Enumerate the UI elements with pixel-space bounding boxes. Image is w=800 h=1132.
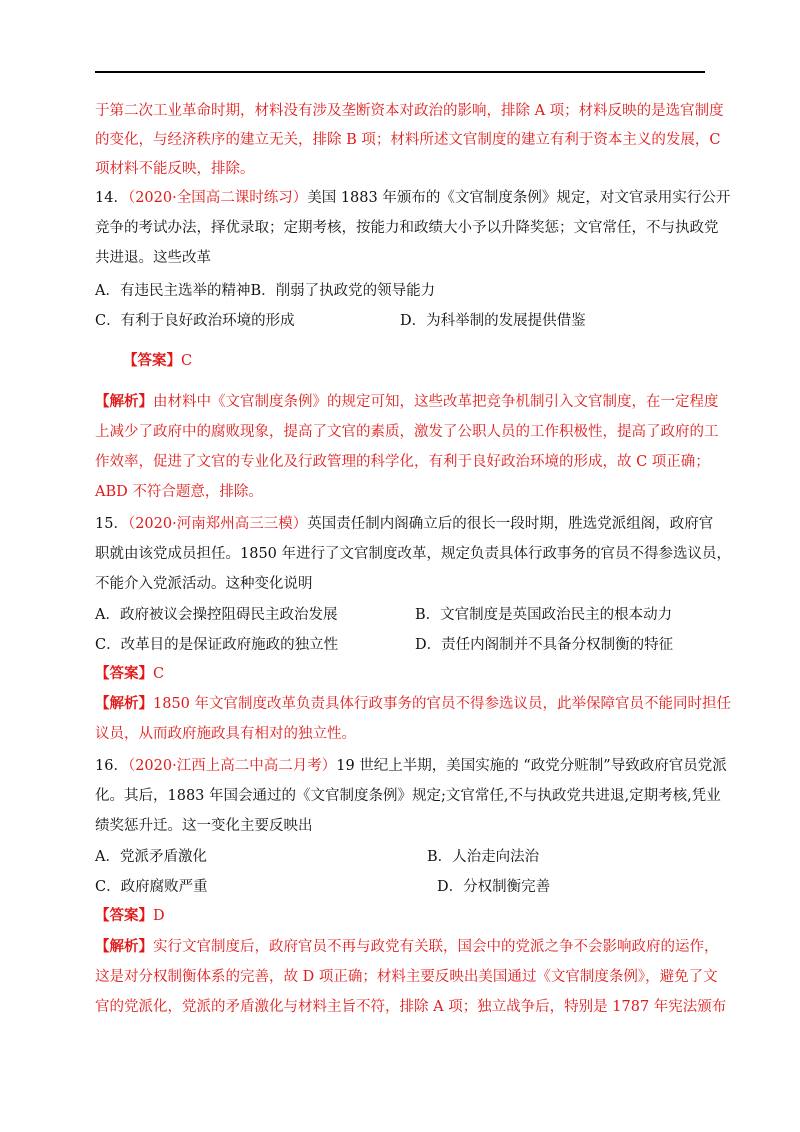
q16-number: 16． <box>95 758 128 774</box>
q15-source: （2020·河南郑州高三三模） <box>127 516 308 532</box>
q15-analysis-line: 【解析】1850 年文官制度改革负责具体行政事务的官员不得参选议员，此举保障官员不能同时担任 <box>95 695 732 712</box>
prev-analysis-line: 的变化，与经济秩序的建立无关，排除 B 项；材料所述文官制度的建立有利于资本主义的发展，C <box>95 132 721 148</box>
q15-analysis-line: 议员，从而政府施政具有相对的独立性。 <box>95 726 356 742</box>
q16-analysis-line: 这是对分权制衡体系的完善，故 D 项正确；材料主要反映出美国通过《文官制度条例》，避免了文 <box>95 969 718 985</box>
q15-option-c: C．改革目的是保证政府施政的独立性 <box>95 637 339 653</box>
q16-answer: 【答案】D <box>95 907 165 924</box>
q14-analysis-line: ABD 不符合题意，排除。 <box>95 484 263 500</box>
q16-stem-text: 19 世纪上半期，美国实施的 “政党分赃制”导致政府官员党派 <box>336 758 727 774</box>
q15-option-b: B．文官制度是英国政治民主的根本动力 <box>415 607 673 623</box>
q14-number: 14． <box>95 190 128 206</box>
q14-answer: 【答案】C <box>123 352 193 369</box>
header-rule <box>95 71 705 73</box>
q15-stem-line: 不能介入党派活动。这种变化说明 <box>95 576 313 592</box>
q16-analysis-line: 官的党派化，党派的矛盾激化与材料主旨不符，排除 A 项；独立战争后，特别是 1787 年宪法颁布 <box>95 999 727 1015</box>
q14-analysis-line: 作效率，促进了文官的专业化及行政管理的科学化，有利于良好政治环境的形成，故 C 项正确； <box>95 454 710 470</box>
q16-stem-line: 绩奖惩升迁。这一变化主要反映出 <box>95 818 313 834</box>
prev-analysis-line: 项材料不能反映，排除。 <box>95 161 255 177</box>
q15-number: 15． <box>95 516 128 532</box>
q14-option-a: A．有违民主选举的精神B．削弱了执政党的领导能力 <box>95 283 436 299</box>
q16-option-c: C．政府腐败严重 <box>95 879 208 895</box>
q15-stem-text: 英国责任制内阁确立后的很长一段时期，胜选党派组阁，政府官 <box>307 516 714 532</box>
q16-option-a: A．党派矛盾激化 <box>95 849 207 865</box>
q14-analysis-line: 【解析】由材料中《文官制度条例》的规定可知，这些改革把竞争机制引入文官制度，在一定程度 <box>95 393 719 410</box>
q14-stem-line: 竞争的考试办法，择优录取；定期考核，按能力和政绩大小予以升降奖惩；文官常任，不与执政党 <box>95 220 719 236</box>
q14-option-c: C．有利于良好政治环境的形成 <box>95 313 295 329</box>
q14-option-d: D．为科举制的发展提供借鉴 <box>400 313 586 329</box>
q16-stem-line: 化。其后，1883 年国会通过的《文官制度条例》规定;文官常任,不与执政党共进退,定期考核,凭业 <box>95 788 721 804</box>
q14-stem-line: 共进退。这些改革 <box>95 250 211 266</box>
q14-analysis-line: 上减少了政府中的腐败现象，提高了文官的素质，激发了公职人员的工作积极性，提高了政府的工 <box>95 424 719 440</box>
q15-option-d: D．责任内阁制并不具备分权制衡的特征 <box>415 637 674 653</box>
q15-stem-line: 职就由该党成员担任。1850 年进行了文官制度改革，规定负责具体行政事务的官员不得参选议员， <box>95 546 732 562</box>
q14-stem-text: 美国 1883 年颁布的《文官制度条例》规定，对文官录用实行公开 <box>307 190 731 206</box>
q15-stem-line <box>95 514 713 534</box>
q16-option-d: D．分权制衡完善 <box>437 879 551 895</box>
q16-stem-line <box>95 756 727 776</box>
q16-option-b: B．人治走向法治 <box>427 849 540 865</box>
q16-source: （2020·江西上高二中高二月考） <box>127 758 337 774</box>
prev-analysis-line: 于第二次工业革命时期，材料没有涉及垄断资本对政治的影响，排除 A 项；材料反映的是选官制度 <box>95 103 724 119</box>
q14-source: （2020·全国高二课时练习） <box>127 190 308 206</box>
q15-option-a: A．政府被议会操控阻碍民主政治发展 <box>95 607 338 623</box>
q15-answer: 【答案】C <box>95 665 165 682</box>
q14-stem-line <box>95 188 730 208</box>
q16-analysis-line: 【解析】实行文官制度后，政府官员不再与政党有关联，国会中的党派之争不会影响政府的运作， <box>95 938 719 955</box>
